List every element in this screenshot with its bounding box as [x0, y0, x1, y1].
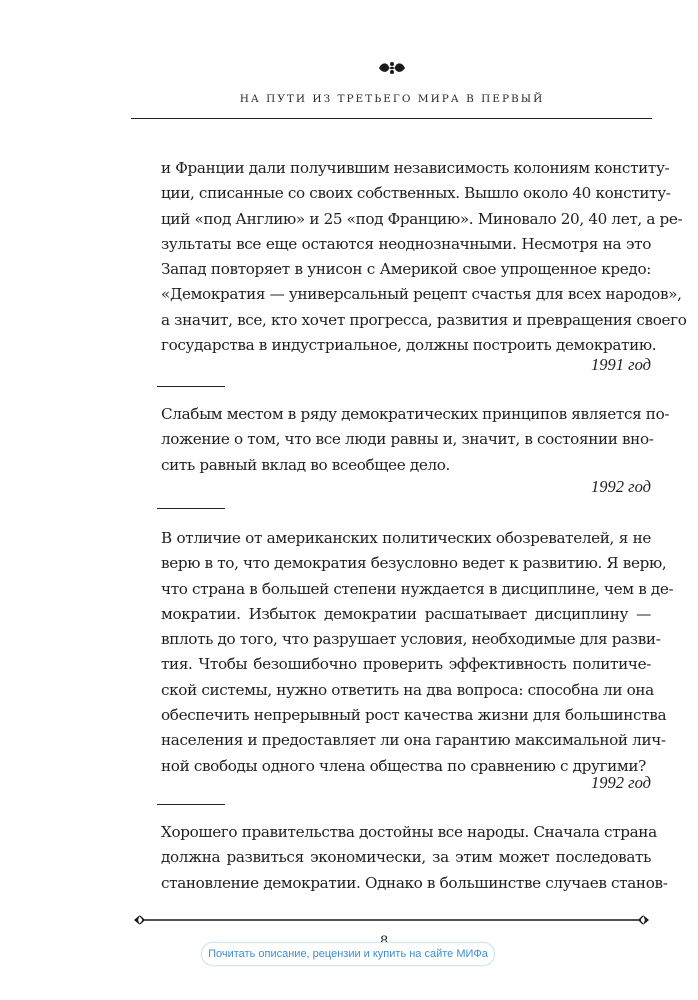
buy-link[interactable]: Почитать описание, рецензии и купить на сайте МИФа: [201, 942, 495, 966]
top-ornament-icon: [377, 60, 407, 76]
text-line: обеспечить непрерывный рост качества жизни для большинства: [161, 706, 667, 725]
text-line: В отличие от американских политических обозревателей, я не: [161, 529, 651, 547]
quote-year: 1991 год: [591, 355, 651, 374]
quote-separator: [157, 804, 225, 805]
running-head: НА ПУТИ ИЗ ТРЕТЬЕГО МИРА В ПЕРВЫЙ: [239, 93, 545, 105]
quote-text-3: [161, 526, 674, 779]
text-line: верю в то, что демократия безусловно ведет к развитию. Я верю,: [161, 554, 667, 573]
header-rule: [131, 118, 652, 119]
quote-separator: [157, 386, 225, 387]
text-line: ложение о том, что все люди равны и, значит, в состоянии вно-: [161, 430, 654, 449]
text-line: а значит, все, кто хочет прогресса, развития и превращения своего: [161, 310, 687, 329]
text-line: Запад повторяет в унисон с Америкой свое упрощенное кредо:: [161, 260, 651, 279]
text-line: ной свободы одного члена общества по сравнению с другими?: [161, 756, 646, 775]
quote-year: 1992 год: [591, 477, 651, 496]
text-line: государства в индустриальное, должны построить демократию.: [161, 336, 657, 355]
text-line: населения и предоставляет ли она гарантию максимальной лич-: [161, 731, 666, 750]
text-line: ции, списанные со своих собственных. Вышло около 40 конститу-: [161, 184, 671, 203]
text-line: Слабым местом в ряду демократических принципов является по-: [161, 405, 670, 423]
text-line: ций «под Англию» и 25 «под Францию». Миновало 20, 40 лет, а ре-: [161, 209, 683, 228]
text-line: тия. Чтобы безошибочно проверить эффективность политиче-: [161, 655, 651, 674]
text-line: что страна в большей степени нуждается в дисциплине, чем в де-: [161, 579, 674, 598]
bottom-ornament-icon: [132, 912, 651, 928]
text-line: «Демократия — универсальный рецепт счастья для всех народов»,: [161, 285, 682, 304]
text-line: ской системы, нужно ответить на два вопроса: способна ли она: [161, 680, 654, 699]
text-line: зультаты все еще остаются неоднозначными. Несмотря на это: [161, 234, 651, 253]
text-line: сить равный вклад во всеобщее дело.: [161, 455, 451, 474]
text-line: становление демократии. Однако в большинстве случаев станов-: [161, 873, 668, 892]
text-line: вплоть до того, что разрушает условия, необходимые для разви-: [161, 630, 661, 649]
text-line: мократии. Избыток демократии расшатывает дисциплину —: [161, 604, 651, 623]
text-line: Хорошего правительства достойны все народы. Сначала страна: [161, 823, 657, 841]
quote-text-1: [161, 156, 687, 358]
quote-text-2: [161, 402, 670, 478]
quote-text-4: [161, 820, 668, 896]
text-line: и Франции дали получившим независимость колониям конститу-: [161, 159, 670, 177]
quote-year: 1992 год: [591, 773, 651, 792]
text-line: должна развиться экономически, за этим может последовать: [161, 848, 651, 867]
quote-separator: [157, 508, 225, 509]
